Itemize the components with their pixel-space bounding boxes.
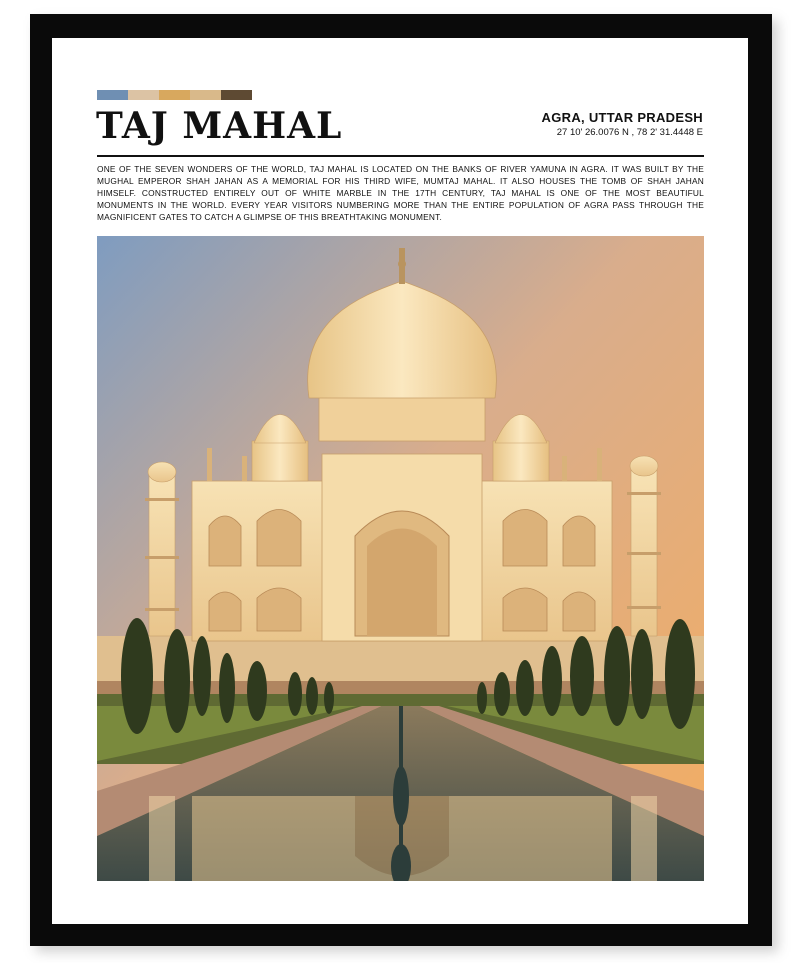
color-palette bbox=[97, 90, 252, 100]
palette-swatch bbox=[97, 90, 128, 100]
location-block bbox=[542, 110, 703, 138]
title-divider bbox=[97, 155, 704, 157]
poster-title: TAJ MAHAL bbox=[96, 105, 343, 147]
description-text: ONE OF THE SEVEN WONDERS OF THE WORLD, TAJ MAHAL IS LOCATED ON THE BANKS OF RIVER YAMUNA IN AGRA. IT WAS BUILT BY THE MUGHAL EMPEROR SHAH JAHAN AS A MEMORIAL FOR HIS THIRD WIFE, MUMTAJ MAHAL. IT ALSO HOUSES THE TOMB OF SHAH JAHAN HIMSELF. CONSTRUCTED ENTIRELY OUT OF WHITE MARBLE IN THE 17TH CENTURY, TAJ MAHAL IS ONE OF THE MOST BEAUTIFUL MONUMENTS IN THE WORLD. EVERY YEAR VISITORS NUMBERING MORE THAN THE ENTIRE POPULATION OF AGRA PASS THROUGH THE MAGNIFICENT GATES TO CATCH A GLIMPSE OF THIS BREATHTAKING MONUMENT. bbox=[97, 164, 704, 222]
palette-swatch bbox=[159, 90, 190, 100]
poster-frame bbox=[30, 14, 772, 946]
palette-swatch bbox=[221, 90, 252, 100]
coordinates: 27 10' 26.0076 N , 78 2' 31.4448 E bbox=[556, 127, 703, 138]
location-name: AGRA, UTTAR PRADESH bbox=[541, 110, 703, 125]
palette-swatch bbox=[190, 90, 221, 100]
palette-swatch bbox=[128, 90, 159, 100]
taj-mahal-photo bbox=[97, 236, 704, 881]
poster-mat bbox=[52, 38, 748, 924]
